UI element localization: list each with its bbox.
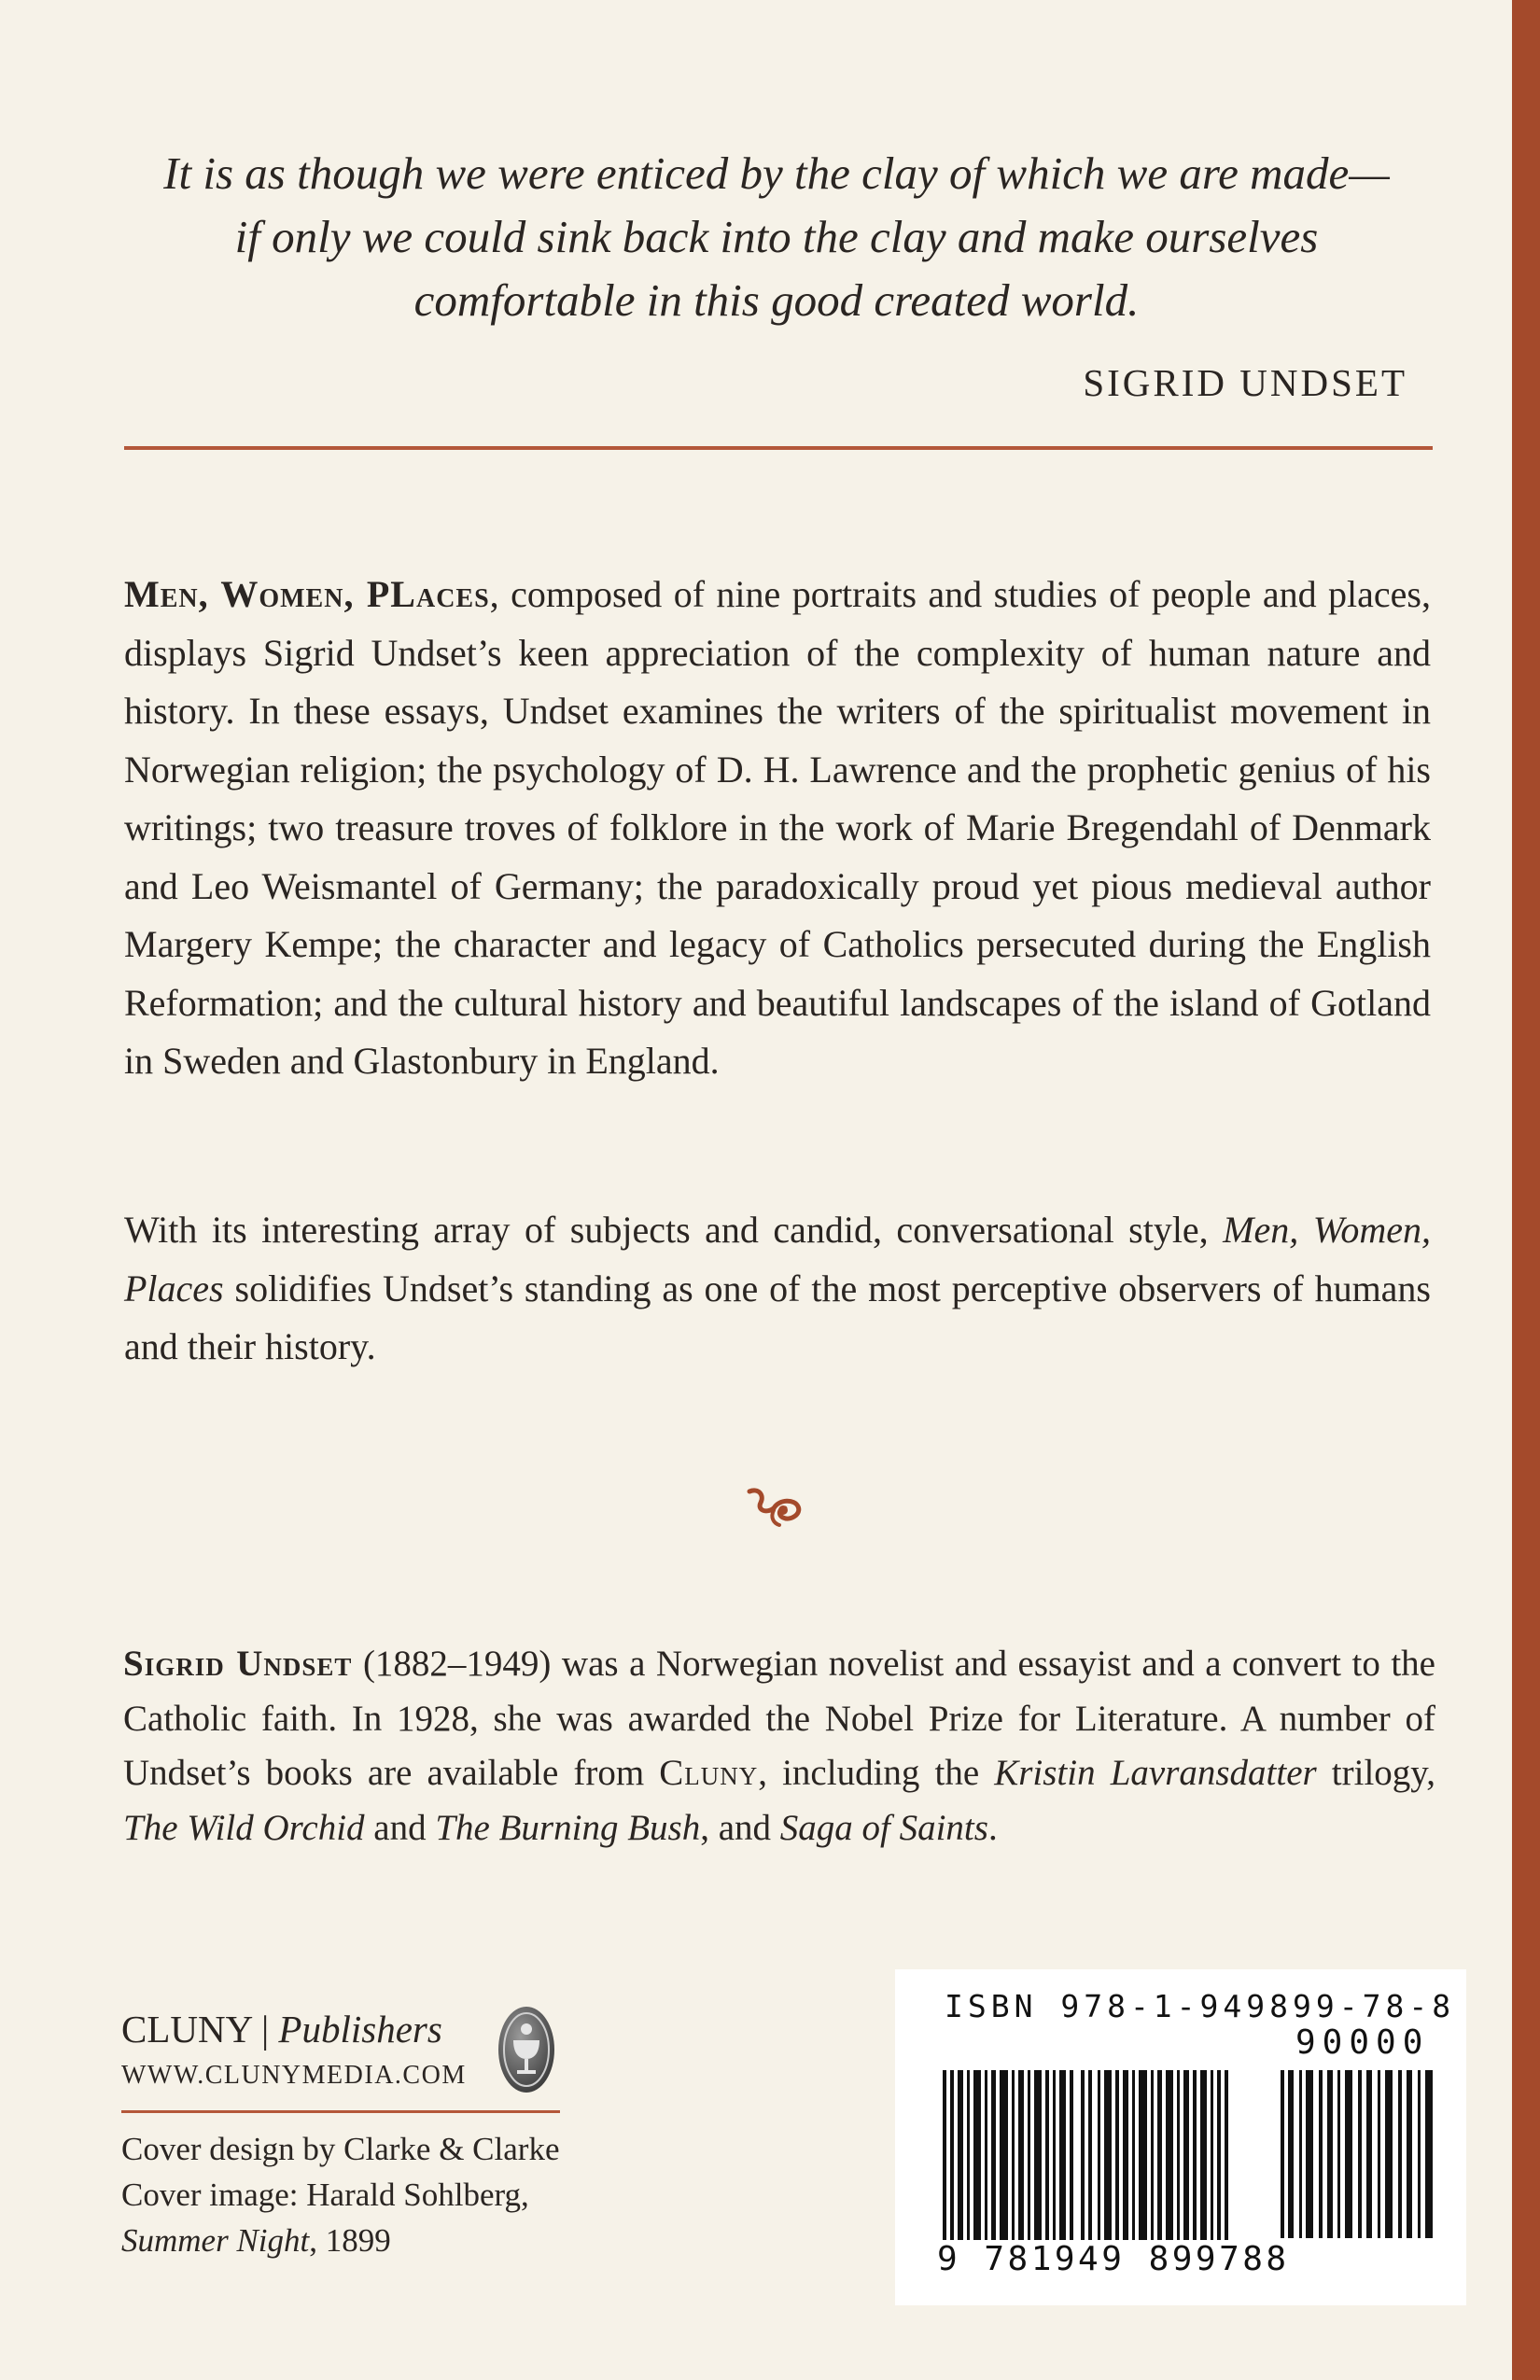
book-title-smallcaps: Men, Women, PLaces	[124, 573, 490, 615]
cover-credits	[121, 2126, 559, 2263]
publisher-smallcaps: Cluny	[659, 1753, 759, 1793]
bio-text-5: , and	[700, 1807, 780, 1848]
epigraph-line-3: comfortable in this good created world.	[413, 274, 1140, 326]
description-text-1: , composed of nine portraits and studies of people and places, displays Sigrid Undset’s keen appreciation of the complexity of human nature and history. In these essays, Undset examines the writers of the spiritualist movement in Norwegian religion; the psychology of D. H. Lawrence and the prophetic genius of his writings; two treasure troves of folklore in the work of Marie Bregendahl of Denmark and Leo Weismantel of Germany; the paradoxically proud yet pious medieval author Margery Kempe; the character and legacy of Catholics persecuted during the English Reformation; and the cultural history and beautiful landscapes of the island of Gotland in Sweden and Glastonbury in England.	[124, 573, 1431, 1082]
credit-design: Cover design by Clarke & Clarke	[121, 2131, 560, 2167]
fleuron-icon	[742, 1482, 807, 1529]
price-code: 90000	[1295, 2023, 1430, 2062]
bio-book-2: The Wild Orchid	[123, 1807, 365, 1848]
publisher-divider	[121, 2110, 560, 2113]
bio-book-1: Kristin Lavransdatter	[994, 1753, 1317, 1793]
bio-text-3: trilogy,	[1316, 1753, 1435, 1793]
credit-image-year: , 1899	[309, 2222, 391, 2259]
addon-barcode-icon	[1281, 2070, 1439, 2238]
ean-barcode-icon	[943, 2070, 1251, 2266]
spine-band	[1512, 0, 1540, 2380]
bio-text-1: (1882–1949) was a Norwegian novelist and essayist and a convert to the Catholic faith. In 1928, she was awarded the Nobel Prize for Literature. A number of Undset’s books are available from	[123, 1644, 1435, 1793]
epigraph-line-2: if only we could sink back into the clay and make ourselves	[234, 211, 1319, 262]
book-title-italic: Men, Women, Places	[124, 1209, 1431, 1309]
bio-text-2: , including the	[758, 1753, 995, 1793]
chalice-seal-icon	[497, 2005, 556, 2094]
bio-book-3: The Burning Bush	[435, 1807, 701, 1848]
description-text-2a: With its interesting array of subjects and candid, conversational style,	[124, 1209, 1224, 1251]
description-paragraph-2	[124, 1201, 1431, 1377]
epigraph-quote	[123, 142, 1430, 332]
publisher-separator: |	[251, 2008, 279, 2051]
publisher-url: WWW.CLUNYMEDIA.COM	[121, 2061, 467, 2090]
credit-image: Cover image: Harald Sohlberg,	[121, 2177, 529, 2213]
description-paragraph-1	[124, 566, 1431, 1091]
epigraph-attribution: SIGRID UNDSET	[1083, 361, 1407, 404]
credit-image-title: Summer Night	[121, 2222, 310, 2259]
author-bio	[123, 1637, 1435, 1855]
ean-digits: 9 781949 899788	[937, 2240, 1290, 2278]
bio-text-6: .	[987, 1807, 998, 1848]
description-text-2b: solidifies Undset’s standing as one of the most perceptive observers of humans and their history.	[124, 1267, 1431, 1367]
bio-book-4: Saga of Saints	[779, 1807, 988, 1848]
author-name: Sigrid Undset	[123, 1644, 353, 1684]
publisher-name	[121, 2007, 442, 2051]
publisher-suffix: Publishers	[278, 2008, 442, 2051]
publisher-name-main: CLUNY	[121, 2008, 252, 2051]
divider-rule	[124, 446, 1433, 450]
epigraph-line-1: It is as though we were enticed by the clay of which we are made—	[163, 147, 1390, 199]
bio-text-4: and	[364, 1807, 436, 1848]
isbn-label: ISBN 978-1-949899-78-8	[945, 1988, 1456, 2024]
